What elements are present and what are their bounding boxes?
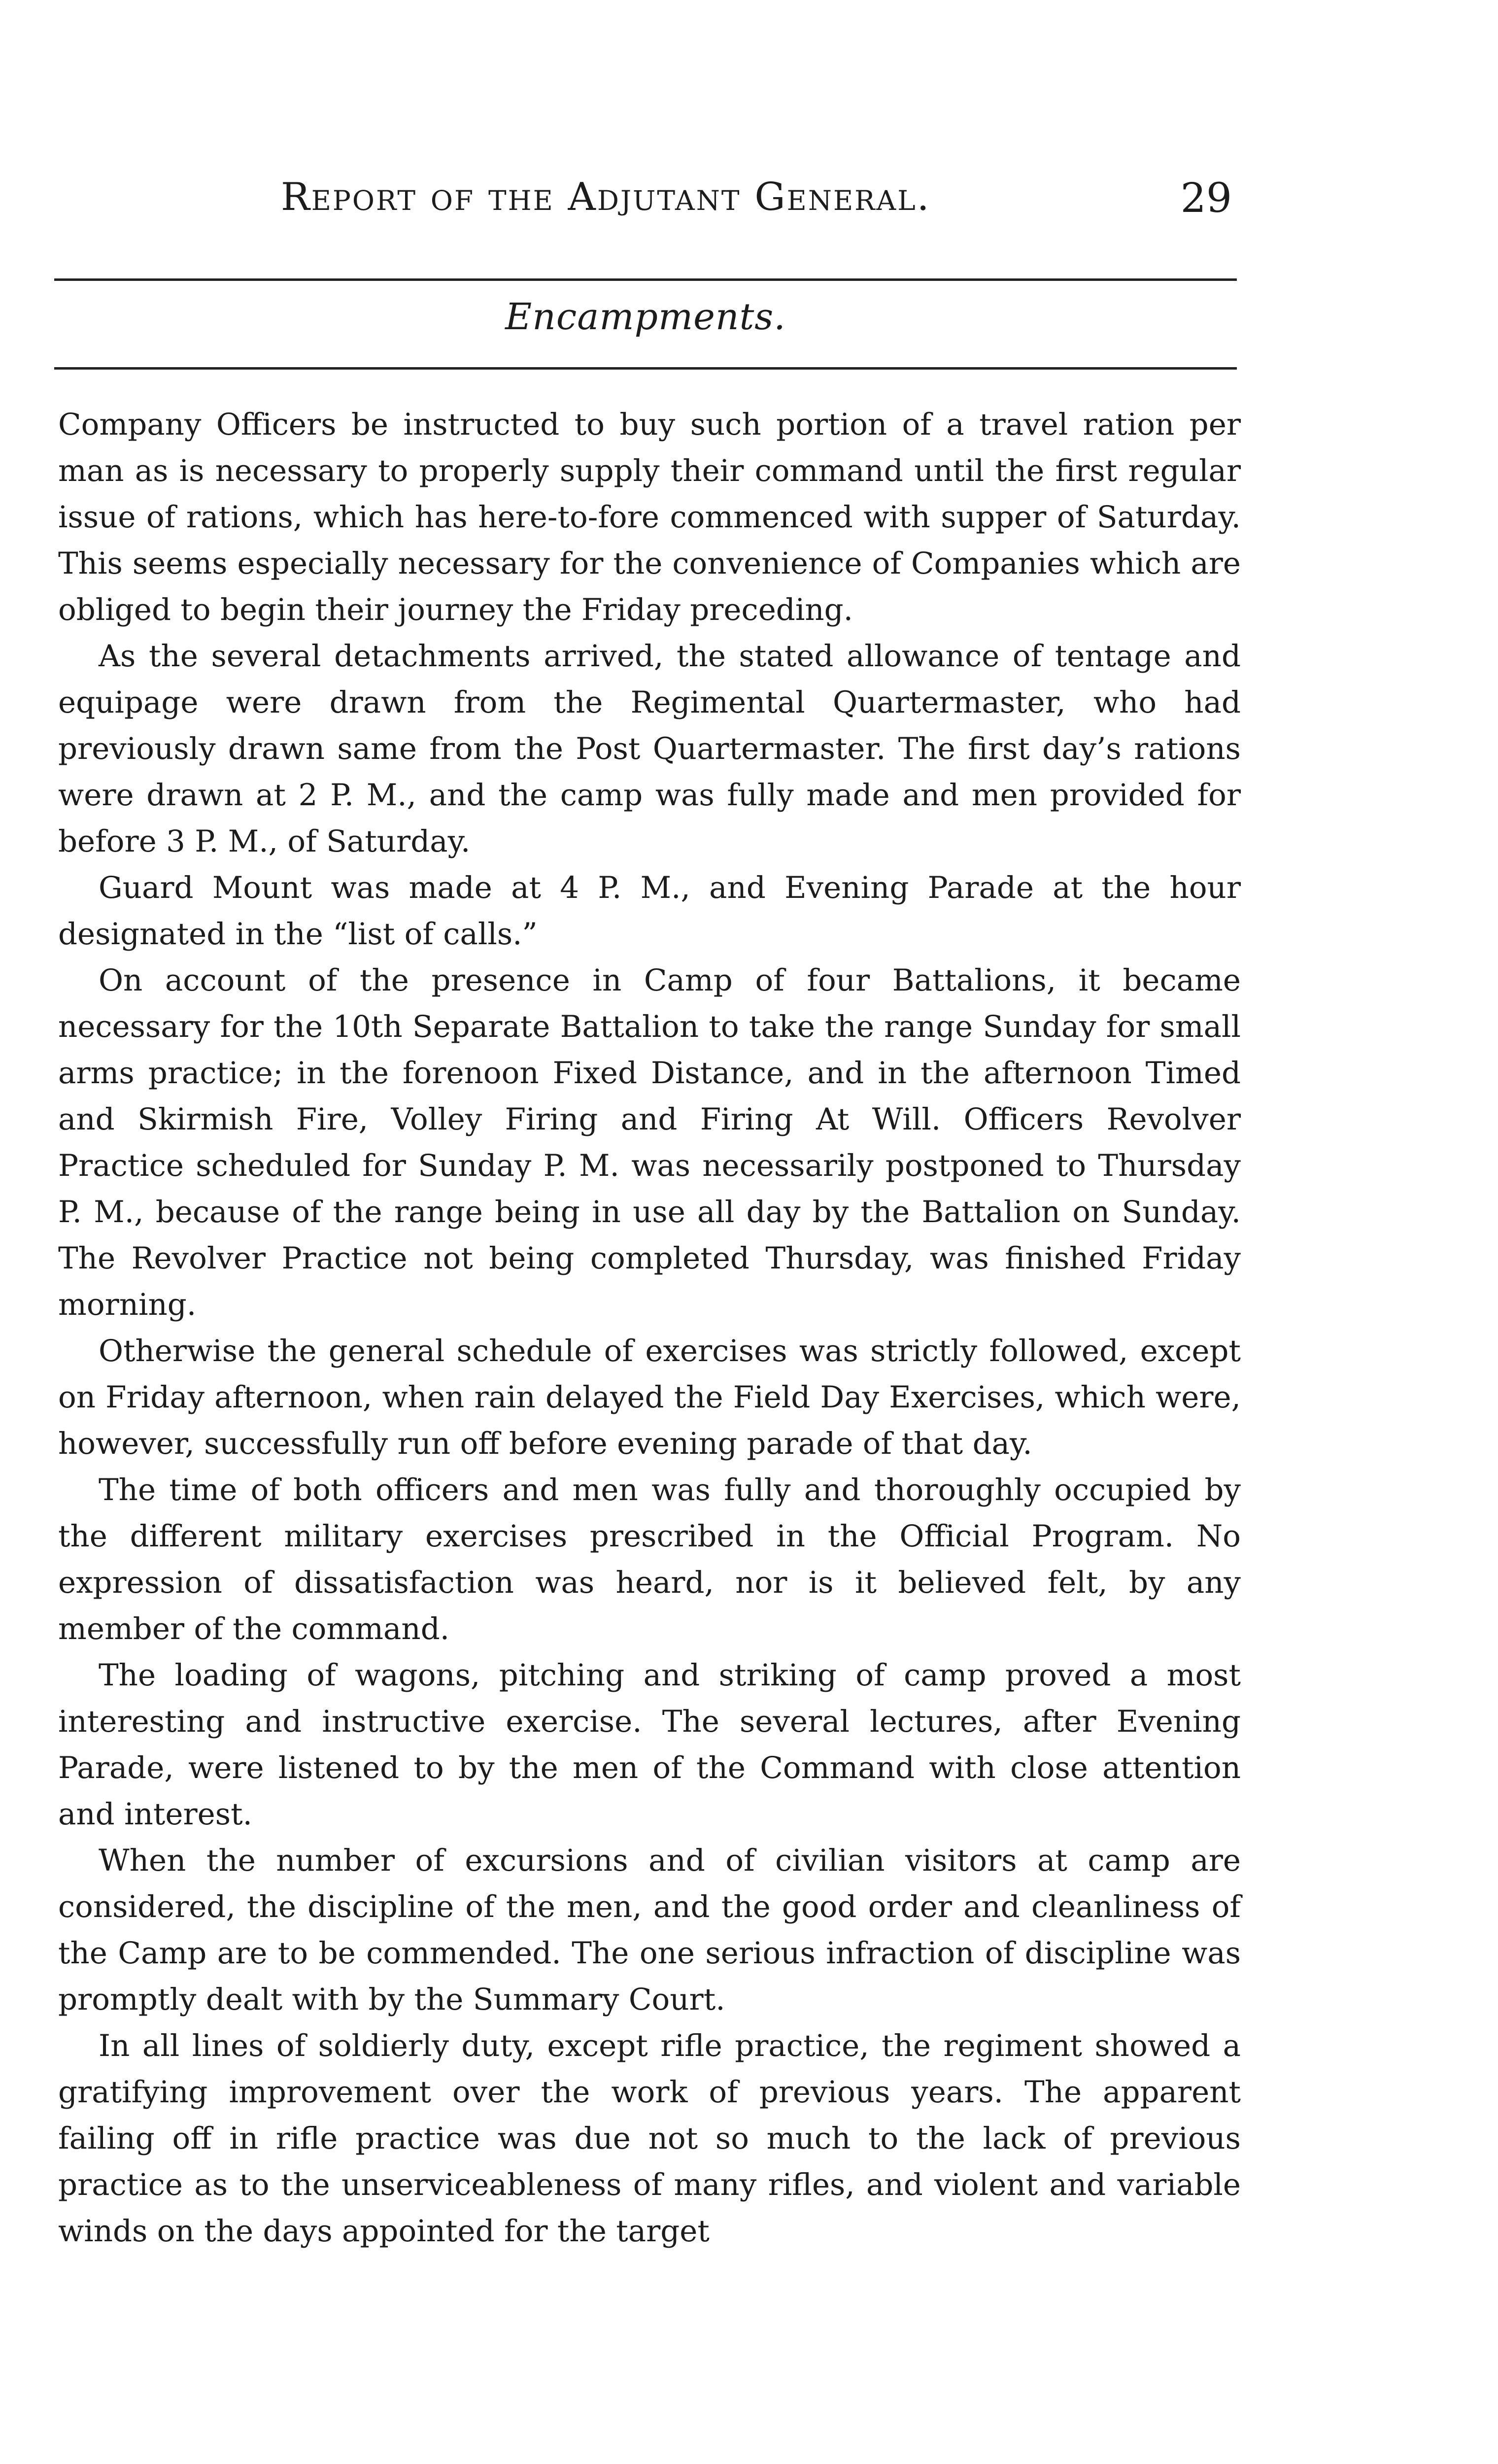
page-number: 29 [1180, 175, 1232, 222]
paragraph-8: When the number of excursions and of civilian visitors at camp are considered, the discipline of the men, and the good order and cleanliness of the Camp are to be commended. The one serious infraction of discipline was promptly dealt with by the Summary Court. [58, 1843, 1241, 2017]
paragraph-2: As the several detachments arrived, the stated allowance of tentage and equipage were drawn from the Regimental Quartermaster, who had previously drawn same from the Post Quartermaster. The first day’s rations were drawn at 2 P. M., and the camp was fully made and men provided for before 3 P. M., of Saturday. [58, 639, 1241, 859]
paragraph-6: The time of both officers and men was fully and thoroughly occupied by the different military exercises prescribed in the Official Program. No expression of dissatisfaction was heard, nor is it believed felt, by any member of the command. [58, 1472, 1241, 1646]
running-title: Report of the Adjutant General. [281, 175, 931, 219]
paragraph-5: Otherwise the general schedule of exercises was strictly followed, except on Friday afternoon, when rain delayed the Field Day Exercises, which were, however, successfully run off before evening parade of that day. [58, 1334, 1241, 1461]
header-rule-bottom [54, 367, 1237, 370]
body-text [58, 402, 1241, 2255]
paragraph-9: In all lines of soldierly duty, except rifle practice, the regiment showed a gratifying improvement over the work of previous years. The apparent failing off in rifle practice was due not so much to the lack of previous practice as to the unserviceableness of many rifles, and violent and variable winds on the days appointed for the target [58, 2028, 1241, 2249]
paragraph-3: Guard Mount was made at 4 P. M., and Evening Parade at the hour designated in the “list of calls.” [58, 870, 1241, 952]
header-rule-top [54, 278, 1237, 281]
paragraph-1: Company Officers be instructed to buy such portion of a travel ration per man as is necessary to properly supply their command until the first regular issue of rations, which has here-to-fore commenced with supper of Saturday. This seems especially necessary for the convenience of Companies which are obliged to begin their journey the Friday preceding. [58, 407, 1241, 627]
paragraph-4: On account of the presence in Camp of four Battalions, it became necessary for the 10th Separate Battalion to take the range Sunday for small arms practice; in the forenoon Fixed Distance, and in the afternoon Timed and Skirmish Fire, Volley Firing and Firing At Will. Officers Revolver Practice scheduled for Sunday P. M. was necessarily postponed to Thursday P. M., because of the range being in use all day by the Battalion on Sunday. The Revolver Practice not being completed Thursday, was finished Friday morning. [58, 963, 1241, 1322]
section-title: Encampments. [505, 296, 786, 338]
running-head [59, 175, 1232, 239]
paragraph-7: The loading of wagons, pitching and striking of camp proved a most interesting and instructive exercise. The several lectures, after Evening Parade, were listened to by the men of the Command with close attention and interest. [58, 1658, 1241, 1832]
